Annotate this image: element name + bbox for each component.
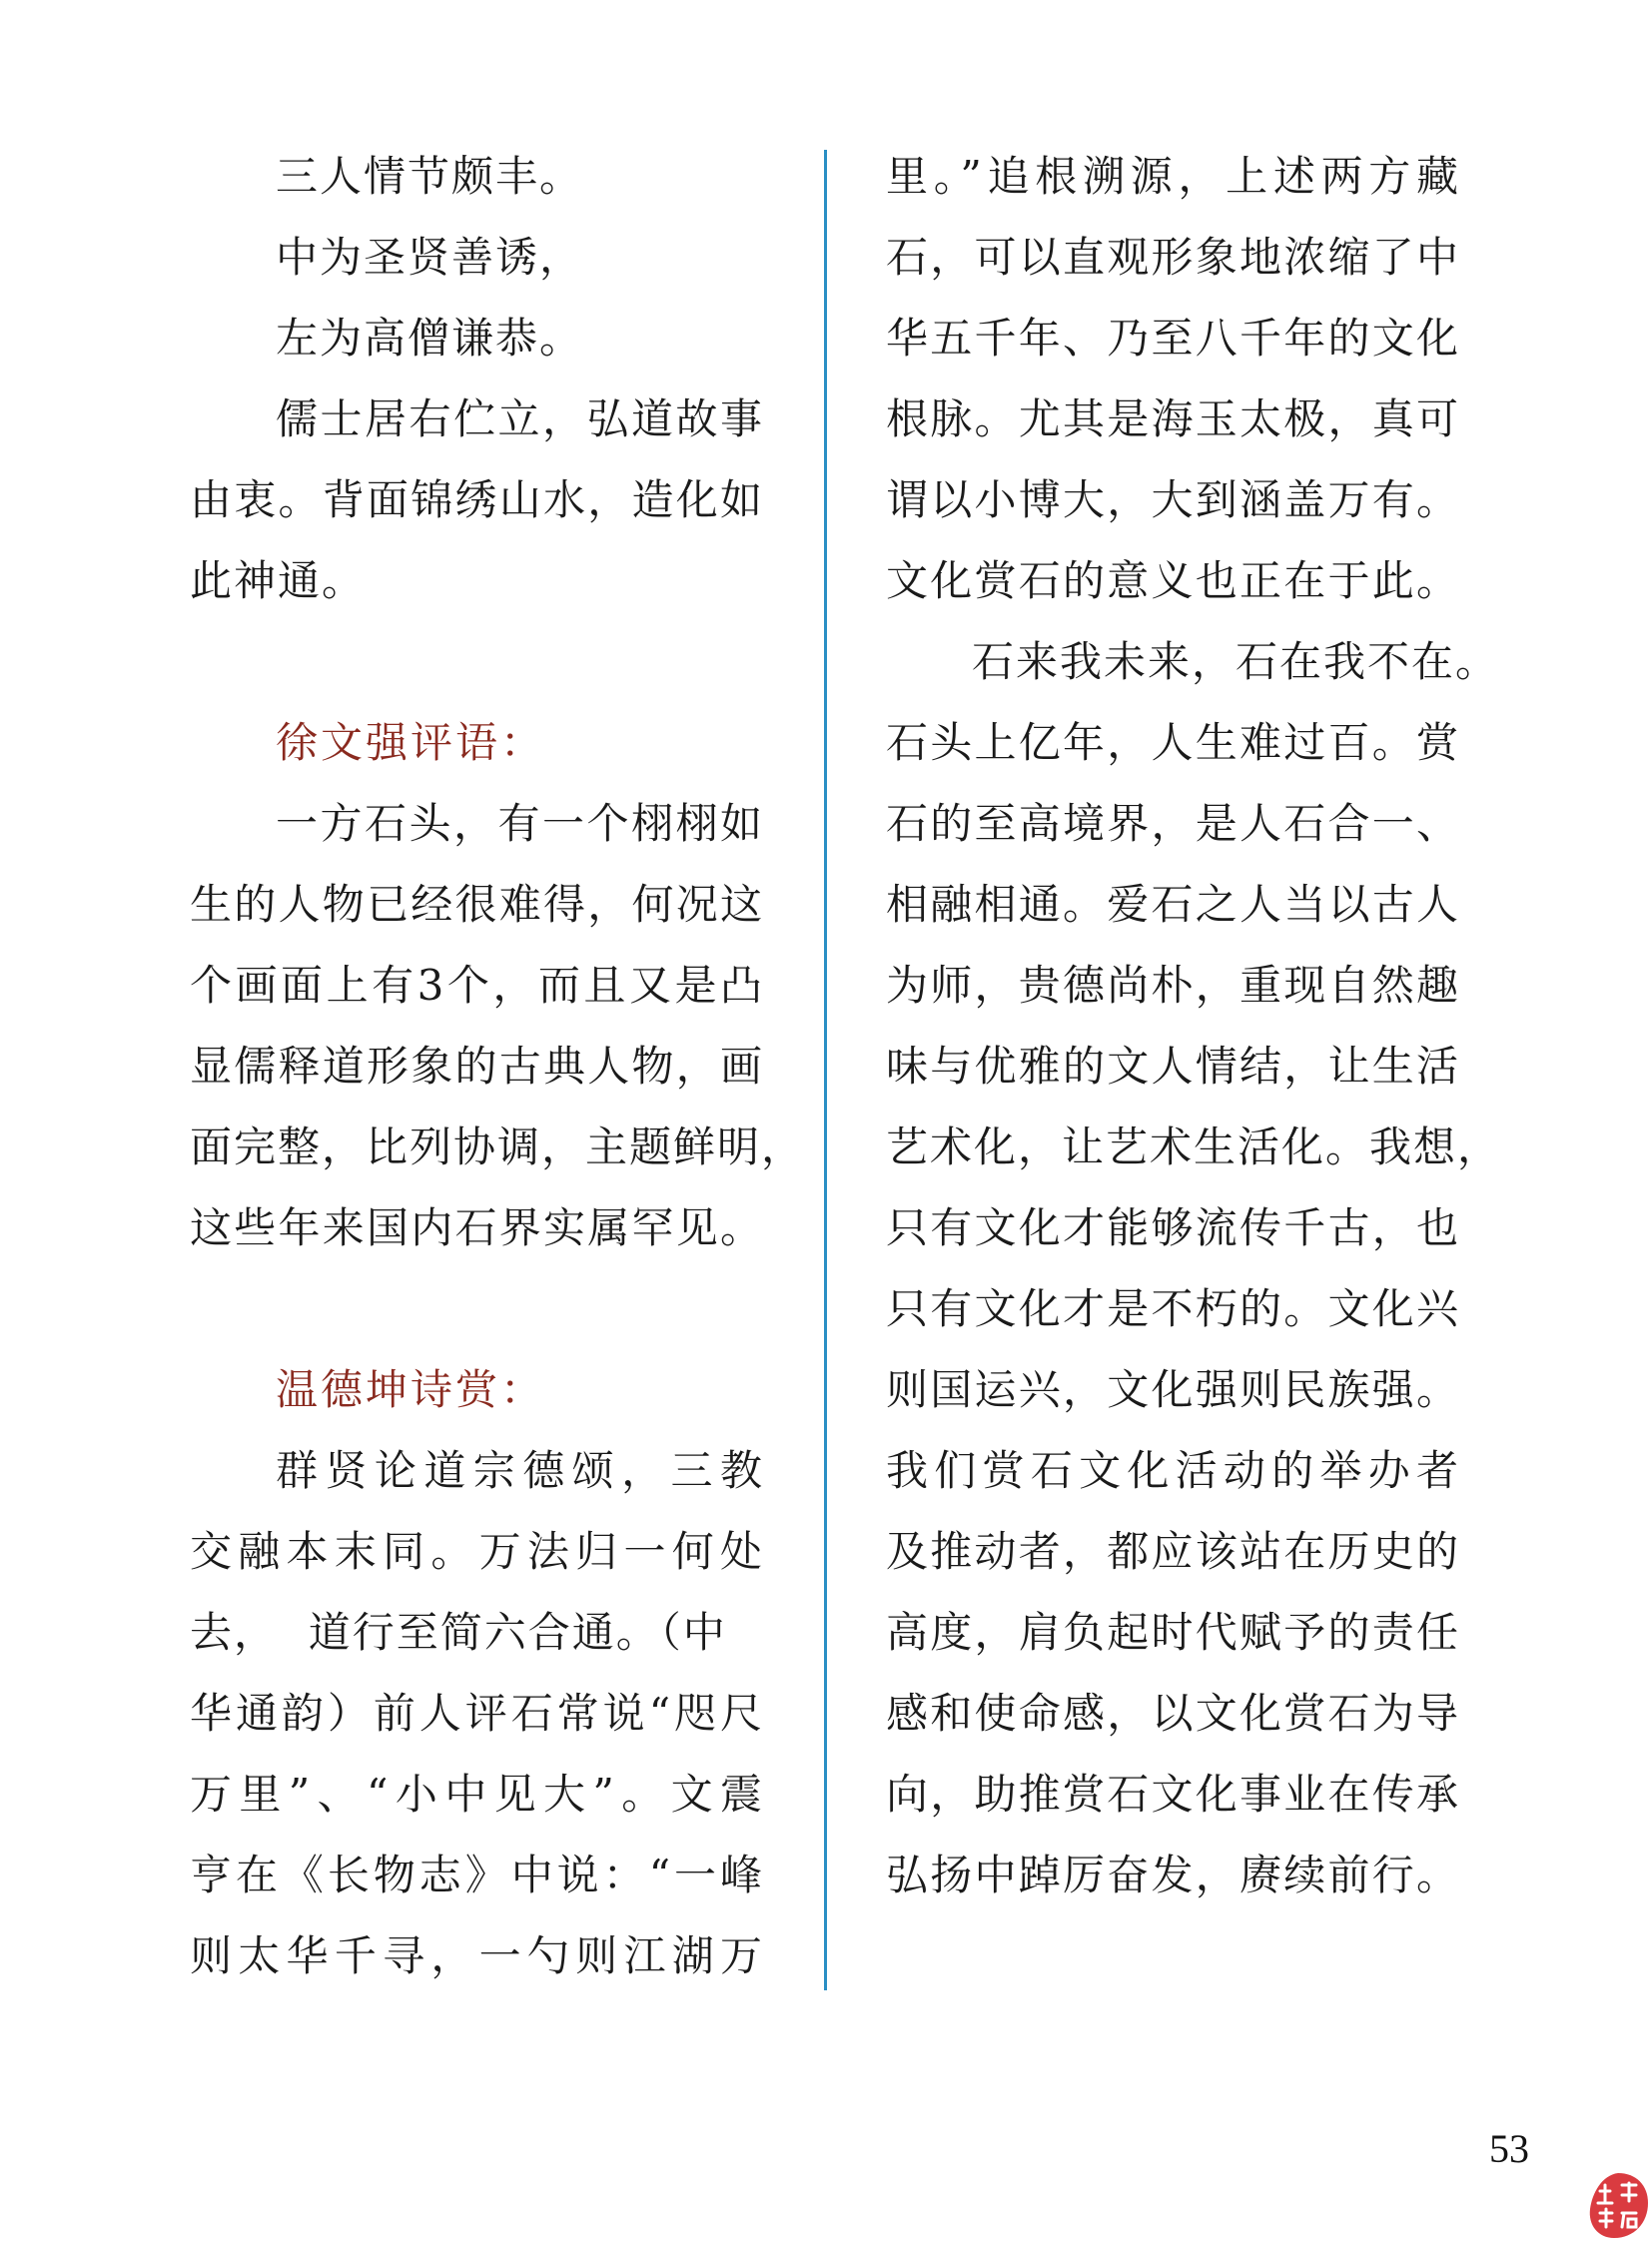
text-line: 石来我未来，石在我不在。 bbox=[972, 637, 1500, 686]
text-line: 根脉。尤其是海玉太极，真可 bbox=[886, 394, 1460, 443]
text-line: 感和使命感，以文化赏石为导 bbox=[886, 1689, 1460, 1738]
text-line: 则太华千寻，一勺则江湖万 bbox=[190, 1931, 764, 1980]
text-line: 只有文化才是不朽的。文化兴 bbox=[886, 1284, 1460, 1333]
text-line: 中为圣贤善诱， bbox=[276, 233, 584, 282]
text-line: 群贤论道宗德颂，三教 bbox=[276, 1446, 764, 1495]
text-line: 华通韵）前人评石常说“咫尺 bbox=[190, 1689, 764, 1738]
text-line: 这些年来国内石界实属罕见。 bbox=[190, 1203, 764, 1252]
text-line: 味与优雅的文人情结，让生活 bbox=[886, 1042, 1460, 1091]
text-line: 我们赏石文化活动的举办者 bbox=[886, 1446, 1460, 1495]
text-line: 面完整，比列协调，主题鲜明， bbox=[190, 1123, 806, 1171]
column-divider bbox=[824, 150, 827, 1990]
text-line: 三人情节颇丰。 bbox=[276, 152, 584, 201]
text-line: 里。”追根溯源，上述两方藏 bbox=[886, 152, 1460, 201]
text-line: 左为高僧谦恭。 bbox=[276, 314, 584, 363]
text-line: 则国运兴，文化强则民族强。 bbox=[886, 1365, 1460, 1414]
text-line: 为师，贵德尚朴，重现自然趣 bbox=[886, 961, 1460, 1010]
section-heading: 徐文强评语： bbox=[276, 718, 546, 767]
text-line: 显儒释道形象的古典人物，画 bbox=[190, 1042, 764, 1091]
text-line: 生的人物已经很难得，何况这 bbox=[190, 880, 764, 929]
text-line: 石，可以直观形象地浓缩了中 bbox=[886, 233, 1460, 282]
text-line: 文化赏石的意义也正在于此。 bbox=[886, 556, 1460, 605]
text-line: 万里”、“小中见大”。文震 bbox=[190, 1770, 764, 1819]
text-line: 相融相通。爱石之人当以古人 bbox=[886, 880, 1460, 929]
text-line: 石的至高境界，是人石合一、 bbox=[886, 799, 1460, 848]
text-line: 高度，肩负起时代赋予的责任 bbox=[886, 1608, 1460, 1657]
text-line: 一方石头，有一个栩栩如 bbox=[276, 799, 764, 848]
text-line: 由衷。背面锦绣山水，造化如 bbox=[190, 475, 764, 524]
text-line: 个画面上有3个，而且又是凸 bbox=[190, 961, 764, 1010]
text-line: 弘扬中踔厉奋发，赓续前行。 bbox=[886, 1851, 1460, 1899]
text-line: 交融本末同。万法归一何处 bbox=[190, 1527, 764, 1576]
text-line: 此神通。 bbox=[190, 556, 367, 605]
watermark-logo bbox=[1584, 2169, 1652, 2242]
text-line: 去， 道行至简六合通。（中 bbox=[190, 1608, 727, 1657]
text-line: 艺术化，让艺术生活化。我想， bbox=[886, 1123, 1502, 1171]
text-line: 亨在《长物志》中说：“一峰 bbox=[190, 1851, 764, 1899]
text-line: 华五千年、乃至八千年的文化 bbox=[886, 314, 1460, 363]
text-line: 谓以小博大，大到涵盖万有。 bbox=[886, 475, 1460, 524]
page-number: 53 bbox=[1489, 2126, 1529, 2171]
seal-icon bbox=[1584, 2169, 1652, 2242]
section-heading: 温德坤诗赏： bbox=[276, 1365, 546, 1414]
text-line: 儒士居右伫立，弘道故事 bbox=[276, 394, 764, 443]
text-line: 及推动者，都应该站在历史的 bbox=[886, 1527, 1460, 1576]
text-line: 向，助推赏石文化事业在传承 bbox=[886, 1770, 1460, 1819]
text-line: 石头上亿年，人生难过百。赏 bbox=[886, 718, 1460, 767]
text-line: 只有文化才能够流传千古，也 bbox=[886, 1203, 1460, 1252]
